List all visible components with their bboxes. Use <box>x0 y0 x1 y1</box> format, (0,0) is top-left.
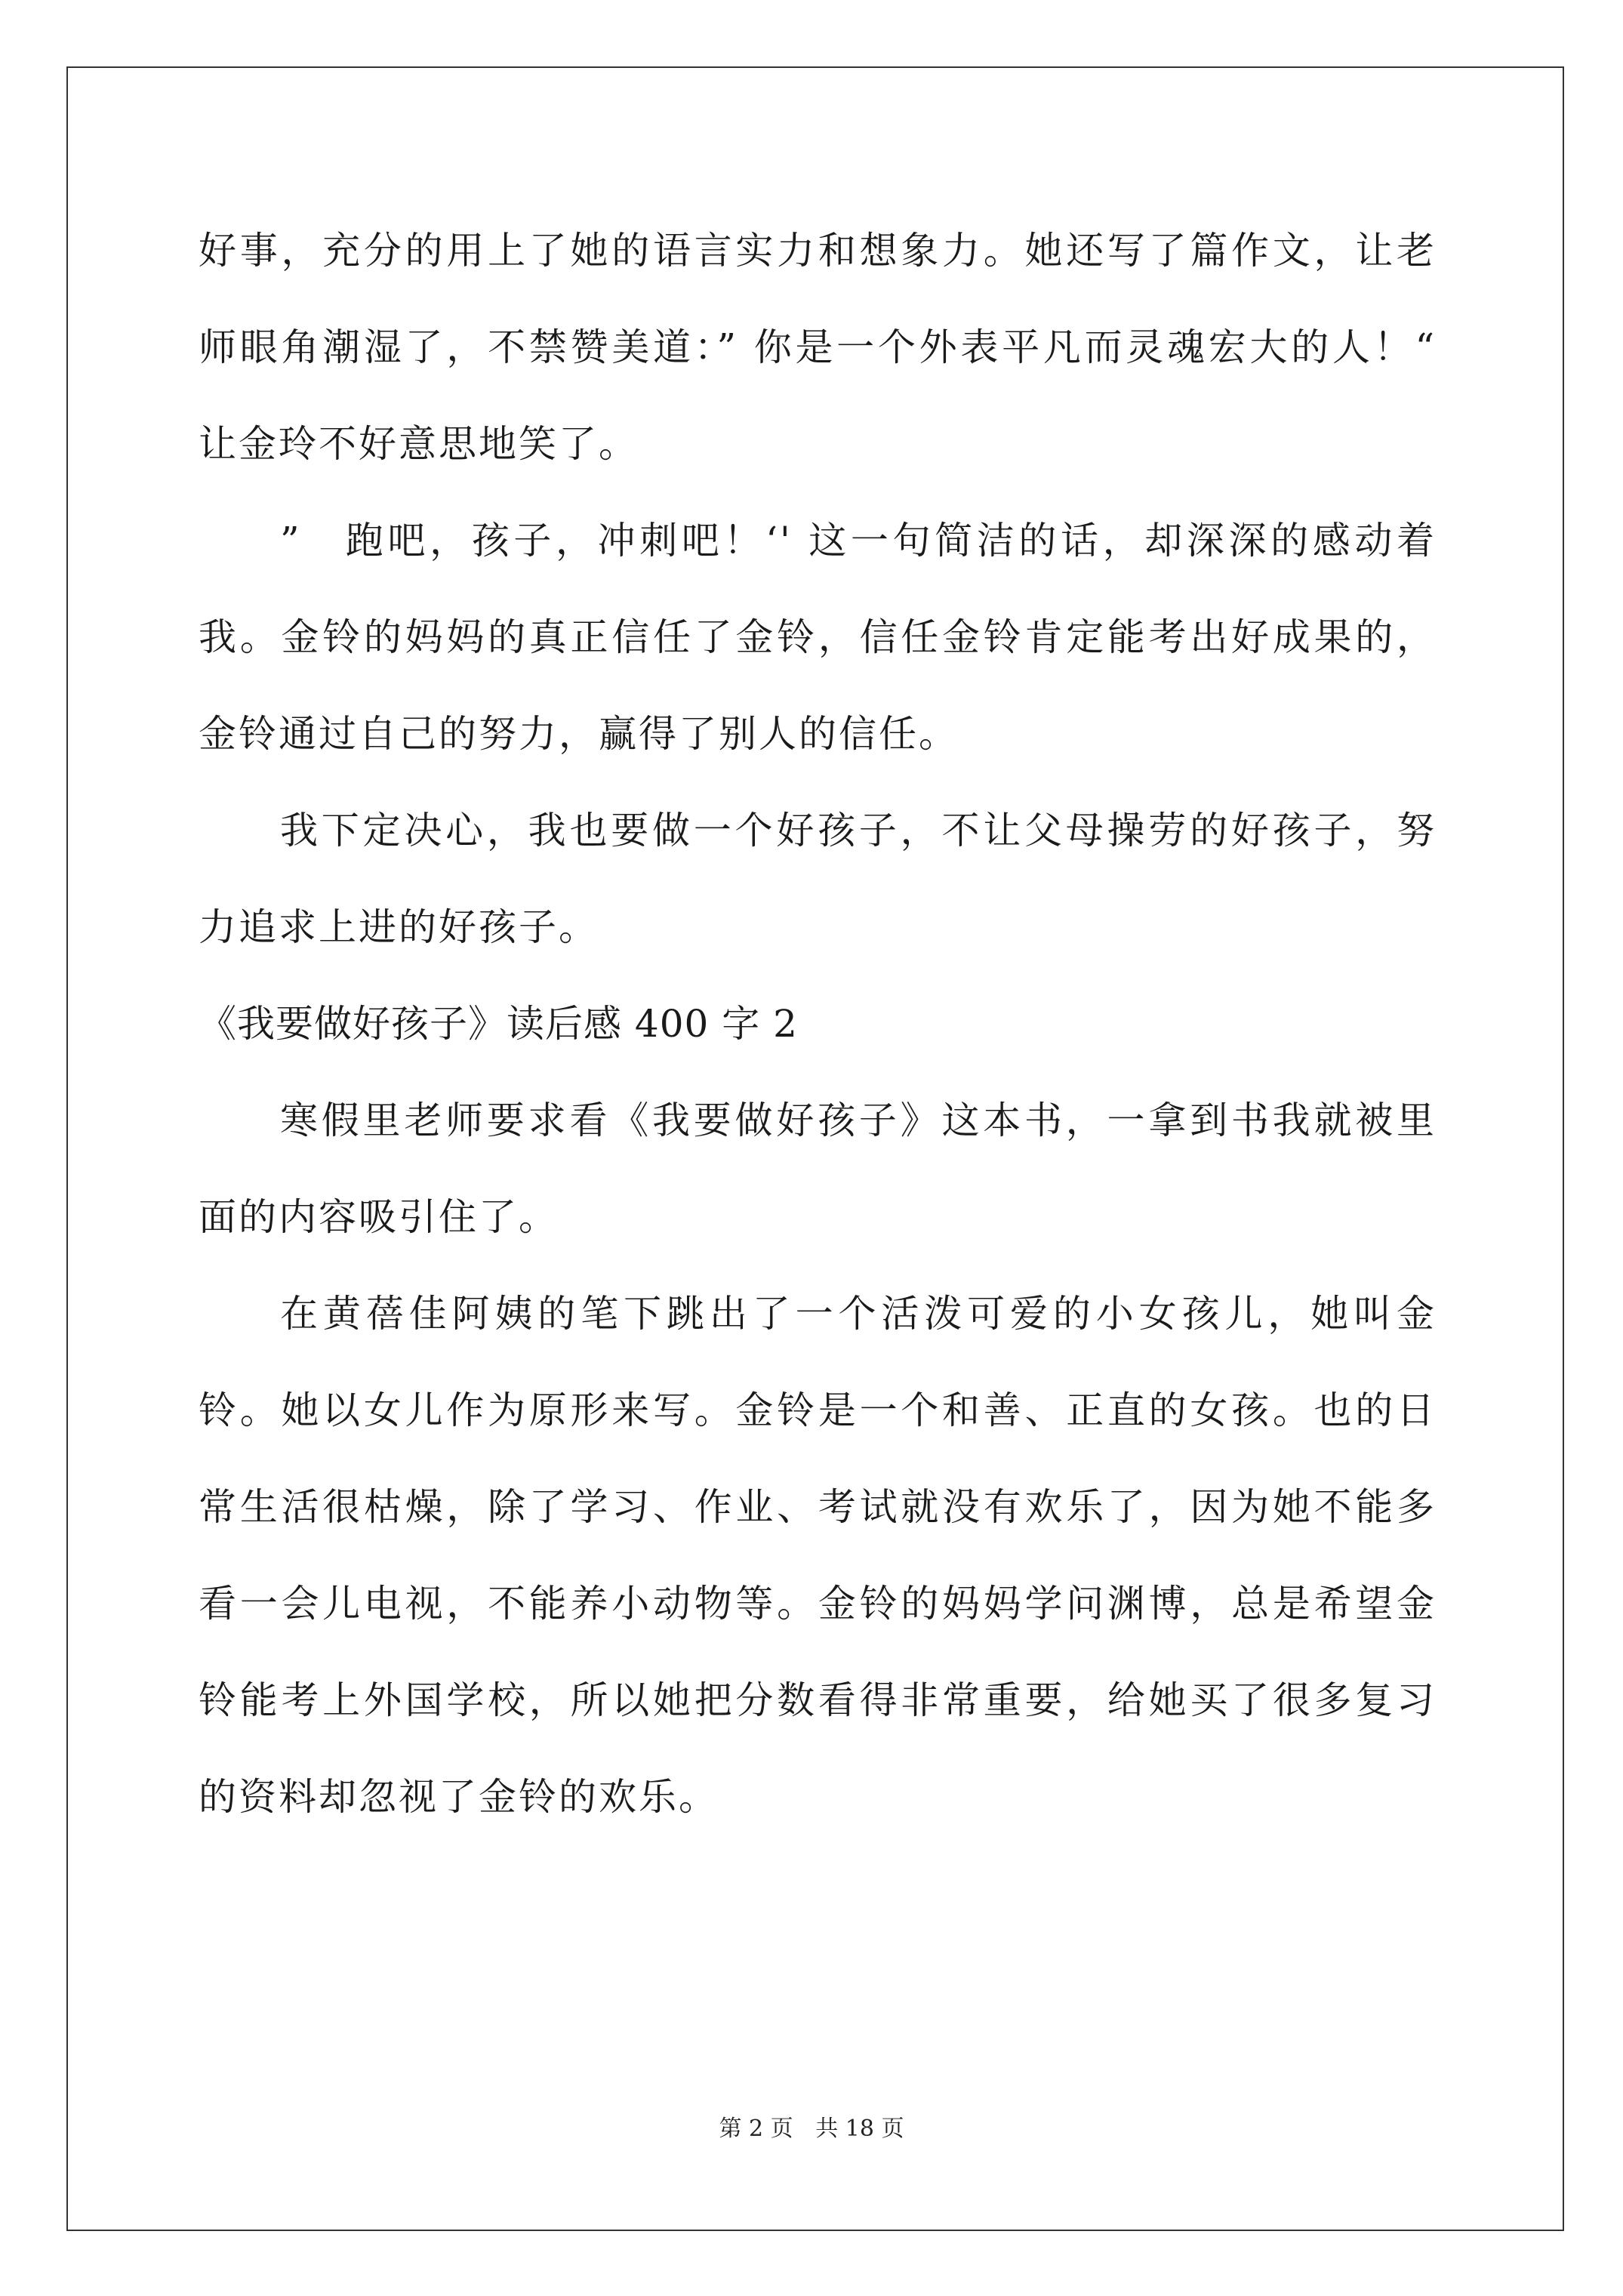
paragraph-2: ” 跑吧，孩子，冲刺吧！‘' 这一句简洁的话，却深深的感动着我。金铃的妈妈的真正信任了金铃，信任金铃肯定能考出好成果的，金铃通过自己的努力，赢得了别人的信任。 <box>199 519 1437 756</box>
paragraph-3: 我下定决心，我也要做一个好孩子，不让父母操劳的好孩子，努力追求上进的好孩子。 <box>199 809 1437 949</box>
document-body <box>199 202 1437 1845</box>
section-heading: 《我要做好孩子》读后感 400 字 2 <box>199 1002 798 1046</box>
page-total: 共 18 页 <box>815 2116 904 2142</box>
paragraph-1: 好事，充分的用上了她的语言实力和想象力。她还写了篇作文，让老师眼角潮湿了，不禁赞美道：” 你是一个外表平凡而灵魂宏大的人！“ 让金玲不好意思地笑了。 <box>199 229 1437 466</box>
page-number: 第 2 页 <box>719 2116 793 2142</box>
paragraph-4: 寒假里老师要求看《我要做好孩子》这本书，一拿到书我就被里面的内容吸引住了。 <box>199 1099 1437 1239</box>
paragraph-5: 在黄蓓佳阿姨的笔下跳出了一个活泼可爱的小女孩儿，她叫金铃。她以女儿作为原形来写。金铃是一个和善、正直的女孩。也的日常生活很枯燥，除了学习、作业、考试就没有欢乐了，因为她不能多看一会儿电视，不能养小动物等。金铃的妈妈学问渊博，总是希望金铃能考上外国学校，所以她把分数看得非常重要，给她买了很多复习的资料却忽视了金铃的欢乐。 <box>199 1292 1437 1819</box>
page-footer <box>0 2114 1623 2144</box>
